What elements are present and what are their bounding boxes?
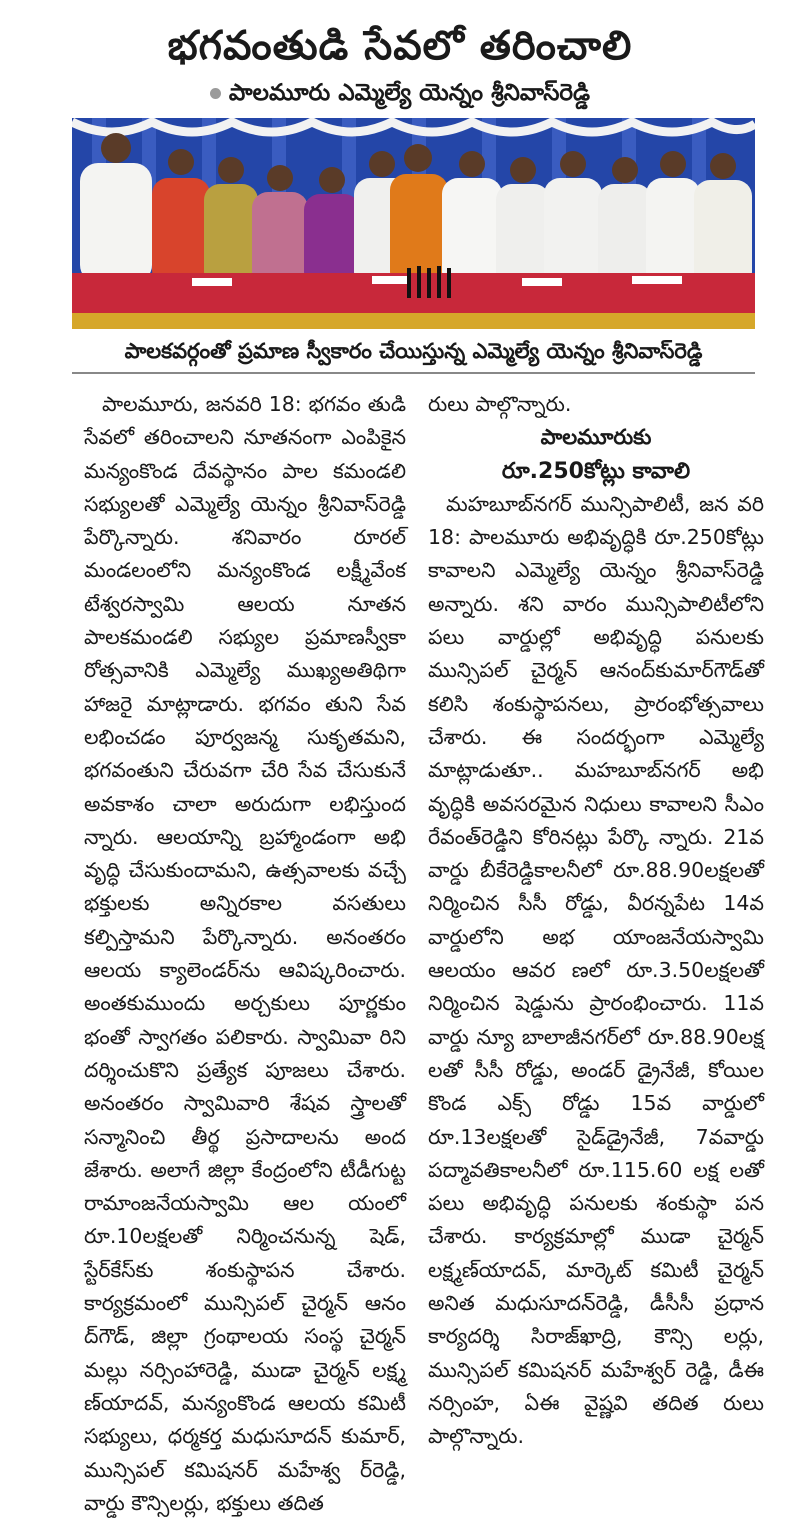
article1-body: పాలమూరు, జనవరి 18: భగవం తుడి సేవలో తరించాలని నూతనంగా ఎంపికైన మన్యంకొండ దేవస్థానం పాల కమండలి సభ్యులతో ఎమ్మెల్యే యెన్నం శ్రీనివాస్‌రెడ్డి పేర్కొన్నారు. శనివారం రూరల్ మండలంలోని మన్యంకొండ లక్ష్మీవేంక టేశ్వరస్వామి ఆలయ నూతన పాలకమండలి సభ్యుల ప్రమాణస్వీకా రోత్సవానికి ఎమ్మెల్యే ముఖ్యఅతిథిగా హాజరై మాట్లాడారు. భగవం తుని సేవ లభించడం పూర్వజన్మ సుకృతమని, భగవంతుని చేరువగా చేరి సేవ చేసుకునే అవకాశం చాలా అరుదుగా లభిస్తుంద న్నారు. ఆలయాన్ని బ్రహ్మాండంగా అభి వృద్ధి చేసుకుందామని, ఉత్సవాలకు వచ్చే భక్తులకు అన్నిరకాల వసతులు కల్పిస్తామని పేర్కొన్నారు. అనంతరం ఆలయ క్యాలెండర్‌ను ఆవిష్కరించారు. అంతకుముందు అర్చకులు పూర్ణకుం భంతో స్వాగతం పలికారు. స్వామివా రిని దర్శించుకొని ప్రత్యేక పూజలు చేశారు. అనంతరం స్వామివారి శేషవ స్త్రాలతో సన్మానించి తీర్థ ప్రసాదాలను అంద జేశారు. అలాగే జిల్లా కేంద్రంలోని టీడీగుట్ట రామాంజనేయస్వామి ఆల యంలో రూ.10లక్షలతో నిర్మించనున్న షెడ్, స్టేర్‌కేస్‌కు శంకుస్థాపన చేశారు. కార్యక్రమంలో మున్సిపల్ చైర్మన్ ఆనం ద్‌గౌడ్, జిల్లా గ్రంథాలయ సంస్థ చైర్మన్ మల్లు నర్సింహారెడ్డి, ముడా చైర్మన్ లక్ష్మ ణ్‌యాదవ్, మన్యంకొండ ఆలయ కమిటీ సభ్యులు, ధర్మకర్త మధుసూదన్ కుమార్, మున్సిపల్ కమిషనర్ మహేశ్వ ర్‌రెడ్డి, వార్డు కౌన్సిలర్లు, భక్తులు తదిత xyxy=(84,392,406,1515)
divider xyxy=(72,372,755,374)
article1-tail: రులు పాల్గొన్నారు. xyxy=(428,392,572,416)
article2-title-line1: పాలమూరుకు xyxy=(540,425,652,450)
article1-column xyxy=(84,388,406,1520)
article2-body: మహబూబ్‌నగర్ మున్సిపాలిటీ, జన వరి 18: పాలమూరు అభివృద్ధికి రూ.250కోట్లు కావాలని ఎమ్మెల్యే యెన్నం శ్రీనివాస్‌రెడ్డి అన్నారు. శని వారం మున్సిపాలిటీలోని పలు వార్డుల్లో అభివృద్ధి పనులకు మున్సిపల్ చైర్మన్ ఆనంద్‌కుమార్‌గౌడ్‌తో కలిసి శంకుస్థాపనలు, ప్రారంభోత్సవాలు చేశారు. ఈ సందర్భంగా ఎమ్మెల్యే మాట్లాడుతూ.. మహబూబ్‌నగర్ అభి వృద్ధికి అవసరమైన నిధులు కావాలని సీఎం రేవంత్‌రెడ్డిని కోరినట్లు పేర్కొ న్నారు. 21వ వార్డు బీకేరెడ్డికాలనీలో రూ.88.90లక్షలతో నిర్మించిన సీసీ రోడ్డు, వీరన్నపేట 14వ వార్డులోని అభ యాంజనేయస్వామి ఆలయం ఆవర ణలో రూ.3.50లక్షలతో నిర్మించిన షెడ్డును ప్రారంభించారు. 11వ వార్డు న్యూ బాలాజీనగర్‌లో రూ.88.90లక్ష లతో సీసీ రోడ్డు, అండర్ డ్రైనేజీ, కోయిల కొండ ఎక్స్ రోడ్డు 15వ వార్డులో రూ.13లక్షలతో సైడ్‌డ్రైనేజీ, 7వవార్డు పద్మావతికాలనీలో రూ.115.60 లక్ష లతో పలు అభివృద్ధి పనులకు శంకుస్థా పన చేశారు. కార్యక్రమాల్లో ముడా చైర్మన్ లక్ష్మణ్‌యాదవ్, మార్కెట్ కమిటీ చైర్మన్ అనిత మధుసూదన్‌రెడ్డి, డీసీసీ ప్రధాన కార్యదర్శి సిరాజ్‌ఖాద్రి, కౌన్సి లర్లు, మున్సిపల్ కమిషనర్ మహేశ్వర్ రెడ్డి, డీఈ నర్సింహ, ఏఈ వైష్ణవి తదిత రులు పాల్గొన్నారు. xyxy=(428,491,764,1449)
subhead-text: పాలమూరు ఎమ్మెల్యే యెన్నం శ్రీనివాస్‌రెడ్డి xyxy=(228,80,591,106)
subhead xyxy=(0,78,800,108)
article2-column xyxy=(428,388,764,1454)
news-photo xyxy=(72,118,755,329)
bullet-icon xyxy=(210,88,221,99)
article2-title-line2: రూ.250కోట్లు కావాలి xyxy=(501,458,691,484)
photo-caption: పాలకవర్గంతో ప్రమాణ స్వీకారం చేయిస్తున్న ఎమ్మెల్యే యెన్నం శ్రీనివాస్‌రెడ్డి xyxy=(124,339,703,363)
headline: భగవంతుడి సేవలో తరించాలి xyxy=(167,23,633,69)
